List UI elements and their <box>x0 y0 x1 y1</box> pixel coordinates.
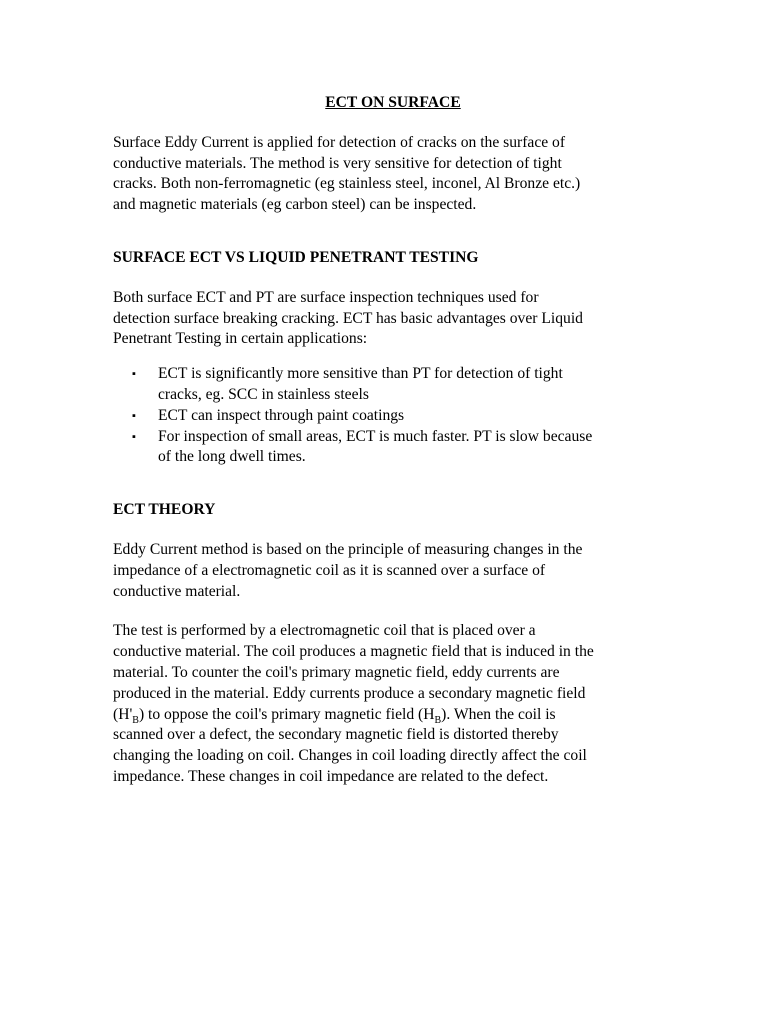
subscript-b: B <box>132 714 139 726</box>
list-item-line: cracks, eg. SCC in stainless steels <box>158 385 369 403</box>
intro-line: conductive materials. The method is very sensitive for detection of tight <box>113 154 562 172</box>
intro-paragraph <box>113 133 673 216</box>
bullet-square-icon: ▪ <box>132 368 136 381</box>
test-line: conductive material. The coil produces a magnetic field that is induced in the <box>113 643 594 661</box>
intro-line: cracks. Both non-ferromagnetic (eg stainless steel, inconel, Al Bronze etc.) <box>113 175 581 193</box>
list-item-line: ECT can inspect through paint coatings <box>158 406 405 424</box>
comparison-line: Both surface ECT and PT are surface inspection techniques used for <box>113 288 539 306</box>
theory-paragraph <box>113 540 673 602</box>
intro-line: and magnetic materials (eg carbon steel) can be inspected. <box>113 196 477 214</box>
comparison-paragraph <box>113 288 673 350</box>
test-text: ). When the coil is <box>441 705 556 723</box>
test-line <box>113 705 556 726</box>
list-item <box>113 364 673 406</box>
test-paragraph <box>113 621 673 787</box>
test-line: The test is performed by a electromagnetic coil that is placed over a <box>113 622 536 640</box>
test-text: (H' <box>113 705 133 723</box>
theory-heading: ECT THEORY <box>113 501 216 519</box>
test-line: produced in the material. Eddy currents produce a secondary magnetic field <box>113 684 586 702</box>
test-line: changing the loading on coil. Changes in coil loading directly affect the coil <box>113 747 587 765</box>
list-item <box>113 427 673 469</box>
document-page <box>113 93 673 788</box>
list-item-line: For inspection of small areas, ECT is much faster. PT is slow because <box>158 427 593 445</box>
bullet-square-icon: ▪ <box>132 409 136 422</box>
test-text: ) to oppose the coil's primary magnetic field (H <box>138 705 435 723</box>
comparison-line: detection surface breaking cracking. ECT has basic advantages over Liquid <box>113 309 583 327</box>
advantages-list <box>113 364 673 468</box>
comparison-line: Penetrant Testing in certain applications: <box>113 330 368 348</box>
subscript-b: B <box>434 714 442 726</box>
list-item <box>113 406 673 427</box>
theory-line: impedance of a electromagnetic coil as it is scanned over a surface of <box>113 561 546 579</box>
test-line: material. To counter the coil's primary magnetic field, eddy currents are <box>113 663 560 681</box>
document-title: ECT ON SURFACE <box>325 94 461 111</box>
list-item-line: of the long dwell times. <box>158 448 306 466</box>
intro-line: Surface Eddy Current is applied for detection of cracks on the surface of <box>113 133 566 151</box>
bullet-square-icon: ▪ <box>132 430 136 443</box>
test-line: scanned over a defect, the secondary magnetic field is distorted thereby <box>113 726 559 744</box>
test-line: impedance. These changes in coil impedance are related to the defect. <box>113 767 549 785</box>
comparison-heading: SURFACE ECT VS LIQUID PENETRANT TESTING <box>113 248 479 266</box>
list-item-line: ECT is significantly more sensitive than PT for detection of tight <box>158 365 563 383</box>
theory-line: Eddy Current method is based on the principle of measuring changes in the <box>113 540 583 558</box>
theory-line: conductive material. <box>113 582 241 600</box>
